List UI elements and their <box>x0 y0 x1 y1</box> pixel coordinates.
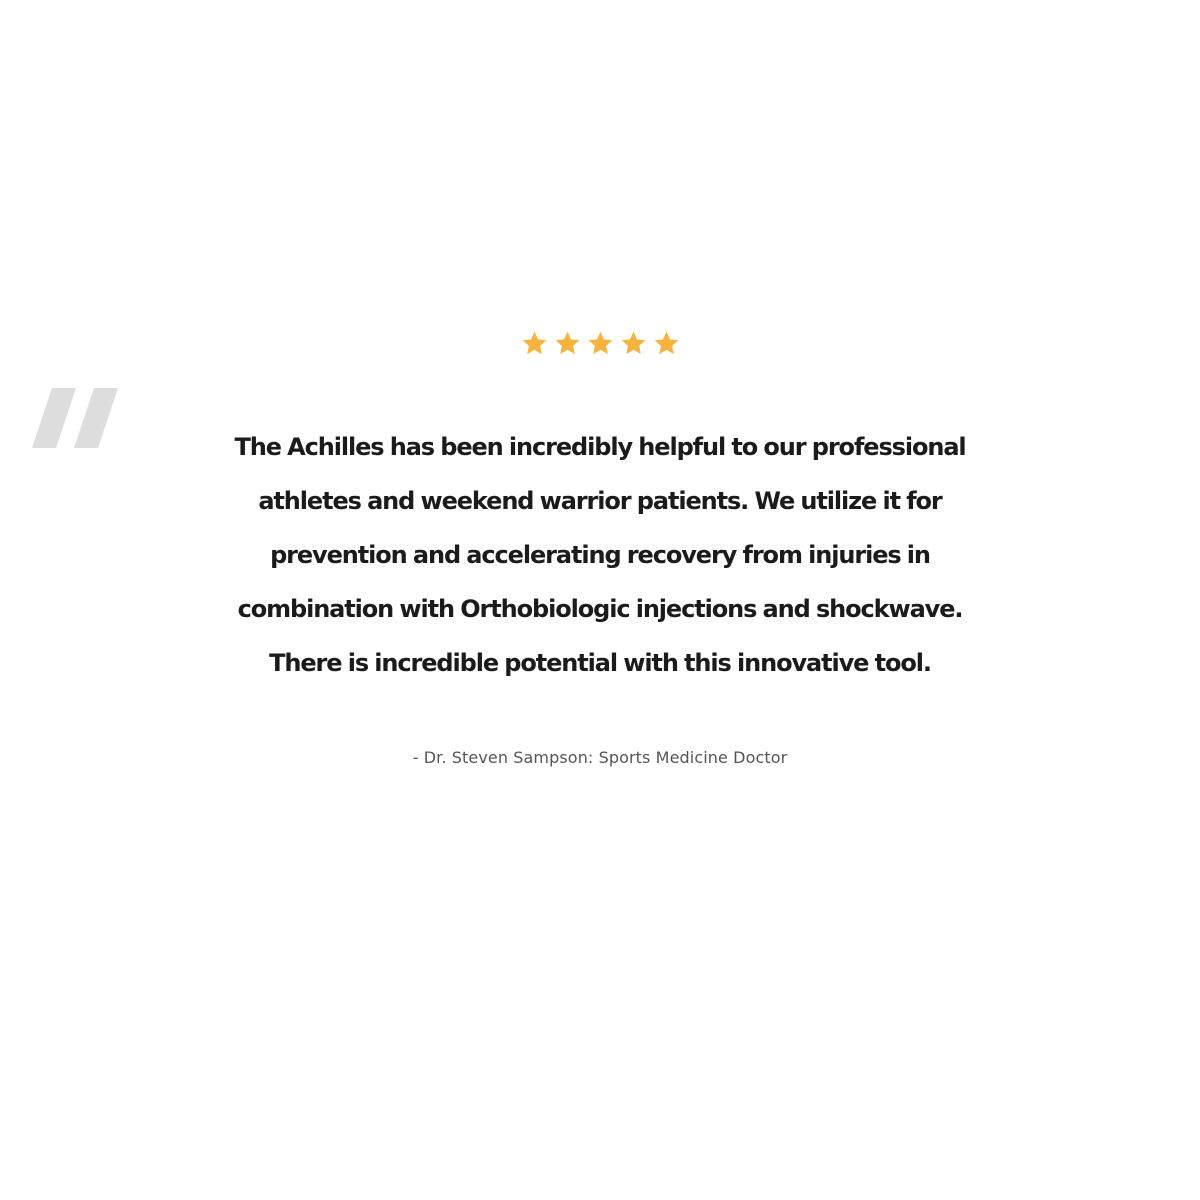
star-icon <box>587 330 614 357</box>
star-icon <box>554 330 581 357</box>
quote-line: athletes and weekend warrior patients. We utilize it for <box>258 487 942 515</box>
star-rating <box>0 330 1200 357</box>
star-icon <box>653 330 680 357</box>
quote-line: prevention and accelerating recovery from injuries in <box>270 541 930 569</box>
quote-line: The Achilles has been incredibly helpful to our professional <box>234 433 966 461</box>
testimonial-attribution: - Dr. Steven Sampson: Sports Medicine Doctor <box>412 748 788 767</box>
quote-line: There is incredible potential with this innovative tool. <box>269 649 931 677</box>
star-icon <box>620 330 647 357</box>
quote-text <box>0 420 1200 690</box>
star-icon <box>521 330 548 357</box>
quote-line: combination with Orthobiologic injections and shockwave. <box>237 595 963 623</box>
